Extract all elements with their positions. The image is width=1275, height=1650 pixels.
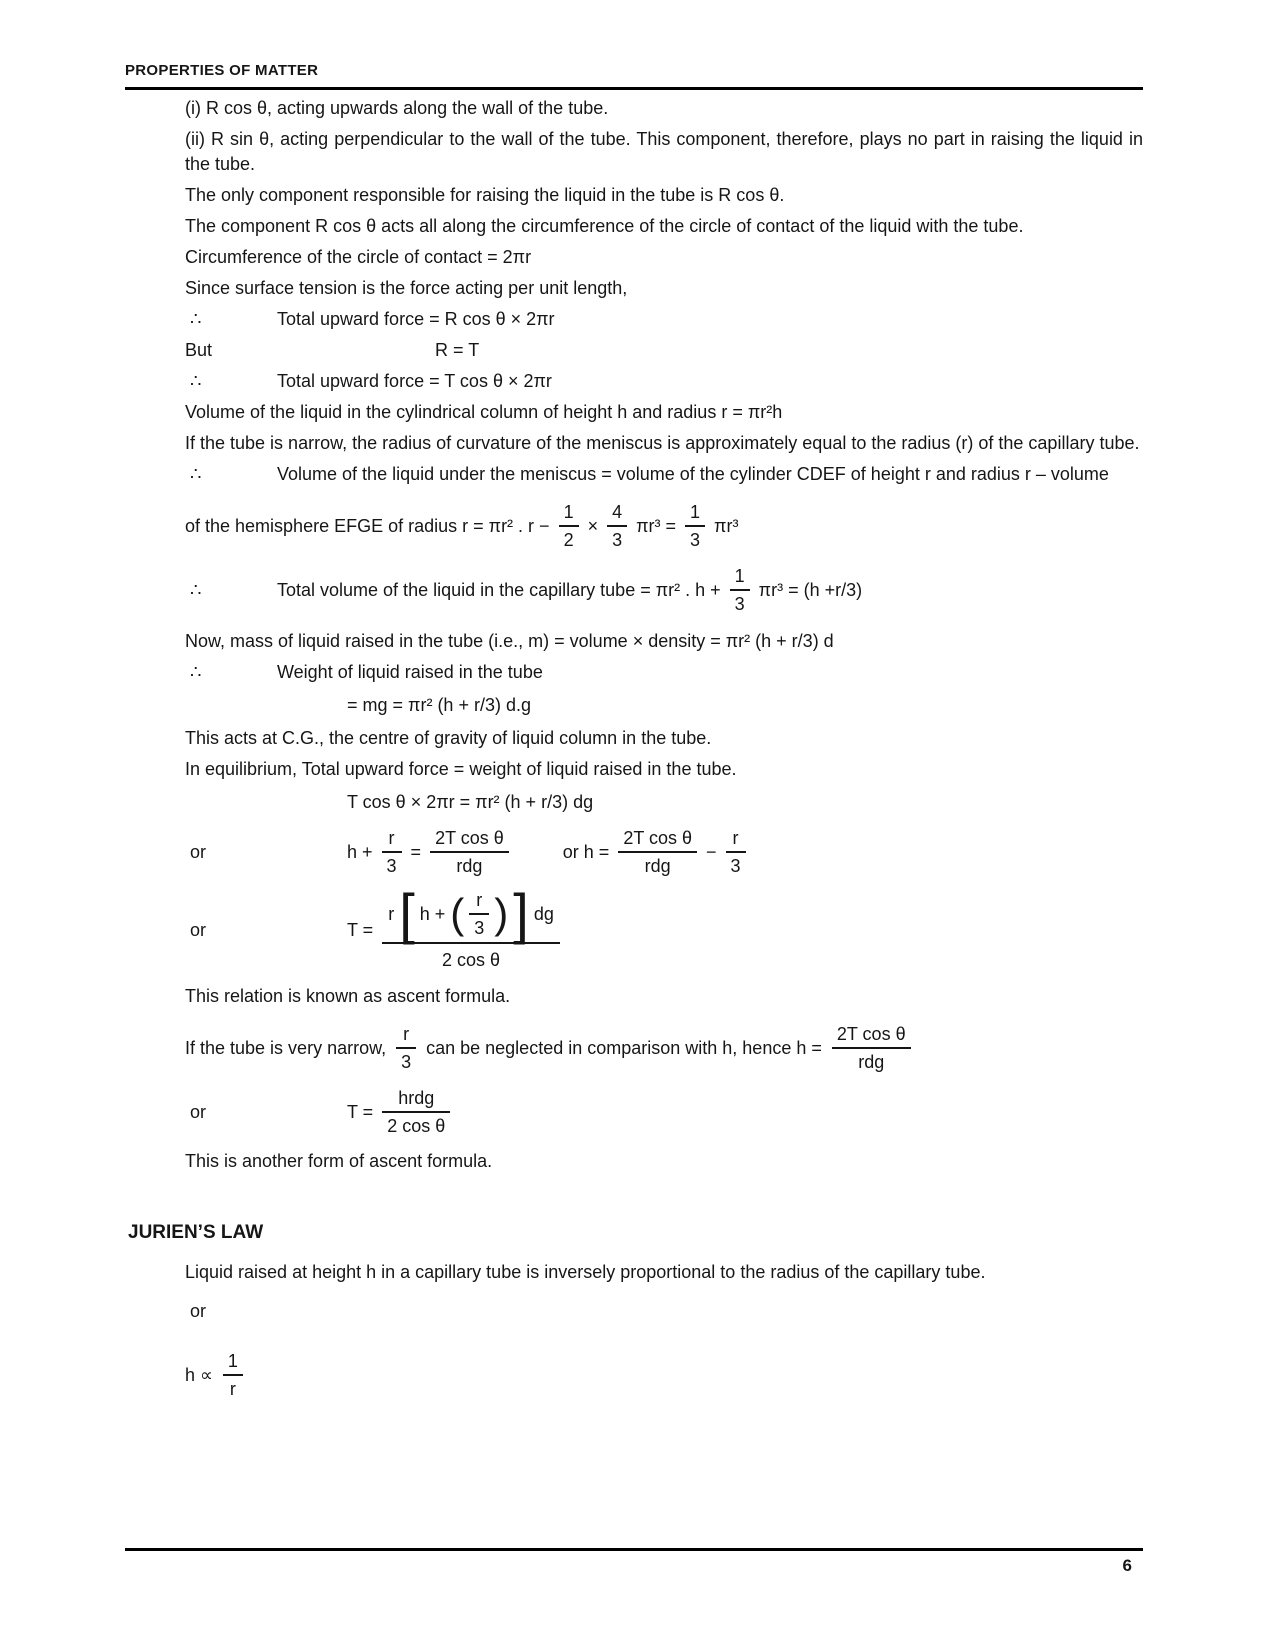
page-header-title: PROPERTIES OF MATTER — [125, 62, 319, 79]
ascent-denominator: 2 cos θ — [382, 942, 560, 972]
fraction-2tcos-over-rdg: $\frac{\text{2T cos θ}}{\text{rdg}}$ — [832, 1023, 911, 1073]
right-parenthesis: ) — [494, 890, 509, 938]
minus-sign: − — [706, 841, 717, 862]
or-label: or — [190, 920, 207, 941]
para-another-form: This is another form of ascent formula. — [185, 1151, 493, 1172]
equation-h-plus-r3 — [125, 827, 1143, 877]
narrow-mid-text: can be neglected in comparison with h, hence h = — [426, 1037, 822, 1058]
equation-total-volume — [125, 565, 1143, 615]
weight-of-liquid-text: Weight of liquid raised in the tube — [277, 662, 543, 682]
page-number: 6 — [1122, 1556, 1132, 1575]
or-label: or — [190, 1301, 207, 1322]
volume-under-meniscus-text: Volume of the liquid under the meniscus = volume of the cylinder CDEF of height r and radius r – volume — [277, 464, 1109, 484]
line-total-upward-force-r — [125, 307, 1143, 332]
therefore-symbol: ∴ — [190, 371, 202, 391]
therefore-symbol: ∴ — [190, 309, 202, 329]
fraction-2tcos-over-rdg: $\frac{\text{2T cos θ}}{\text{rdg}}$ — [430, 827, 509, 877]
para-component-circumference: The component R cos θ acts all along the circumference of the circle of contact of the liquid with the tube. — [185, 216, 1024, 236]
fraction-one-third: $\frac{1}{3}$ — [685, 501, 705, 551]
therefore-symbol: ∴ — [190, 579, 202, 600]
fraction-one-half: $\frac{1}{2}$ — [559, 501, 579, 551]
total-upward-force-r-text: Total upward force = R cos θ × 2πr — [277, 309, 555, 329]
narrow-lead-text: If the tube is very narrow, — [185, 1037, 387, 1058]
fraction-ascent-formula — [382, 882, 560, 972]
hemisphere-lead-text: of the hemisphere EFGE of radius r = πr² . r − — [185, 515, 550, 536]
header-rule — [125, 87, 1143, 90]
left-parenthesis: ( — [450, 890, 465, 938]
equation-mg: = mg = πr² (h + r/3) d.g — [347, 695, 531, 715]
footer-rule — [125, 1548, 1143, 1551]
para-ascent-formula: This relation is known as ascent formula. — [185, 986, 511, 1007]
para-circumference-contact: Circumference of the circle of contact = 2πr — [185, 247, 532, 267]
hemisphere-tail-text: πr³ — [714, 515, 739, 536]
line-but-r-equals-t — [125, 338, 1143, 363]
para-only-component: The only component responsible for raising the liquid in the tube is R cos θ. — [185, 185, 785, 205]
numerator-h-plus: h + — [419, 903, 446, 924]
para-mass-of-liquid: Now, mass of liquid raised in the tube (i.e., m) = volume × density = πr² (h + r/3) d — [185, 631, 834, 651]
hemisphere-mid-text: πr³ = — [636, 515, 677, 536]
r-equals-t-equation: R = T — [435, 340, 480, 360]
para-acts-at-cg: This acts at C.G., the centre of gravity of liquid column in the tube. — [185, 728, 712, 748]
therefore-symbol: ∴ — [190, 662, 202, 682]
fraction-one-over-r: $\frac{1}{r}$ — [223, 1350, 243, 1400]
equation-narrow-tube — [125, 1023, 1143, 1073]
fraction-r-over-3: $\frac{r}{3}$ — [726, 827, 746, 877]
h-proportional-text: h ∝ — [185, 1364, 213, 1385]
therefore-symbol: ∴ — [190, 464, 202, 484]
right-square-bracket: ] — [513, 882, 529, 945]
para-r-cos-upwards: (i) R cos θ, acting upwards along the wall of the tube. — [185, 98, 609, 118]
equation-tcos-2pir: T cos θ × 2πr = πr² (h + r/3) dg — [347, 792, 594, 812]
para-tube-narrow-radius: If the tube is narrow, the radius of curvature of the meniscus is approximately equal to the radius (r) of the capillary tube. — [185, 433, 1140, 453]
para-r-sin-perpendicular: (ii) R sin θ, acting perpendicular to the wall of the tube. This component, therefore, plays no part in raising the liquid in the tube. — [185, 129, 1143, 174]
para-juriens-law-statement: Liquid raised at height h in a capillary tube is inversely proportional to the radius of the capillary tube. — [185, 1262, 986, 1283]
total-volume-lead-text: Total volume of the liquid in the capillary tube = πr² . h + — [277, 579, 721, 600]
numerator-dg: dg — [533, 903, 554, 924]
section-heading-juriens-law: JURIEN’S LAW — [128, 1222, 264, 1244]
ascent-numerator — [382, 882, 560, 945]
para-volume-cylindrical-column: Volume of the liquid in the cylindrical column of height h and radius r = πr²h — [185, 402, 783, 422]
equation-h-proportional — [125, 1350, 1143, 1400]
fraction-hrdg-over-2cos: $\frac{\text{hrdg}}{\text{2 cos θ}}$ — [382, 1087, 450, 1137]
fraction-r-over-3: $\frac{r}{3}$ — [469, 889, 489, 939]
fraction-r-over-3: $\frac{r}{3}$ — [382, 827, 402, 877]
numerator-r: r — [388, 903, 395, 924]
para-in-equilibrium: In equilibrium, Total upward force = weight of liquid raised in the tube. — [185, 759, 737, 779]
total-volume-tail-text: πr³ = (h +r/3) — [758, 579, 863, 600]
t-equals-text: T = — [347, 920, 374, 941]
equation-t-ascent — [125, 882, 1143, 972]
equals-sign: = — [410, 841, 422, 862]
fraction-four-thirds: $\frac{4}{3}$ — [607, 501, 627, 551]
left-square-bracket: [ — [399, 882, 415, 945]
or-h-equals-text: or h = — [562, 841, 610, 862]
page-body — [125, 96, 1143, 1400]
total-upward-force-t-text: Total upward force = T cos θ × 2πr — [277, 371, 552, 391]
equation-hemisphere — [125, 501, 1143, 551]
or-label: or — [190, 841, 207, 862]
h-plus-text: h + — [347, 841, 373, 862]
fraction-2tcos-over-rdg: $\frac{\text{2T cos θ}}{\text{rdg}}$ — [618, 827, 697, 877]
equation-t-hrdg — [125, 1087, 1143, 1137]
line-total-upward-force-t — [125, 369, 1143, 394]
fraction-one-third: $\frac{1}{3}$ — [730, 565, 750, 615]
fraction-r-over-3: $\frac{r}{3}$ — [396, 1023, 416, 1073]
line-volume-under-meniscus — [125, 462, 1143, 487]
multiply-sign: × — [587, 515, 599, 536]
para-surface-tension-force: Since surface tension is the force acting per unit length, — [185, 278, 628, 298]
t-equals-text: T = — [347, 1101, 374, 1122]
line-weight-of-liquid — [125, 660, 1143, 685]
but-label: But — [185, 340, 213, 360]
or-label: or — [190, 1101, 207, 1122]
